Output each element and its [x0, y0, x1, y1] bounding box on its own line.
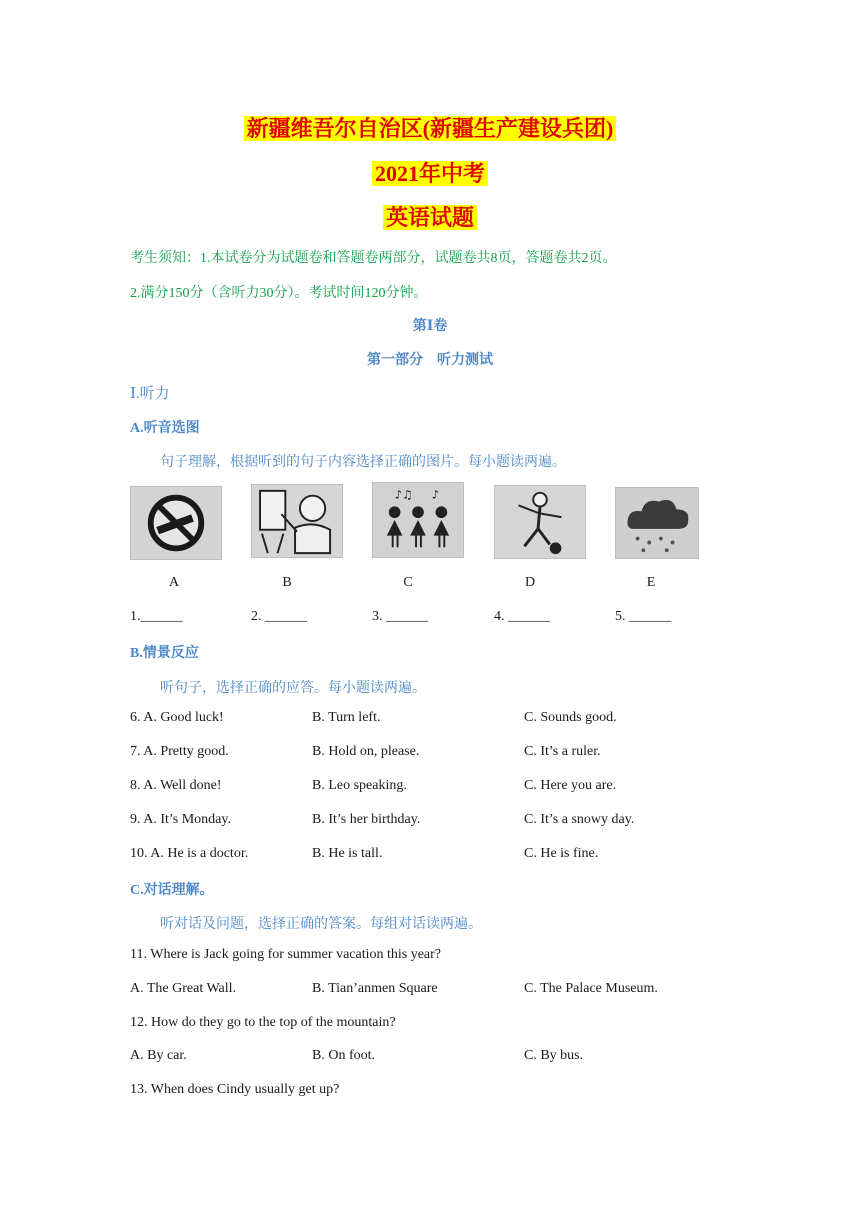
- question-stem: 12. How do they go to the top of the mountain?: [130, 1015, 396, 1030]
- option-a: A. By car.: [130, 1048, 187, 1063]
- option-b: B. He is tall.: [312, 846, 383, 861]
- no-smoking-icon: [130, 486, 222, 560]
- title-line-1: 新疆维吾尔自治区(新疆生产建设兵团): [0, 112, 860, 143]
- rain-cloud-icon: [615, 487, 699, 559]
- notice-line-1: 考生须知：1.本试卷分为试题卷和答题卷两部分，试题卷共8页，答题卷共2页。: [130, 251, 617, 266]
- option-c: C. He is fine.: [524, 846, 599, 861]
- question-stem: 13. When does Cindy usually get up?: [130, 1082, 340, 1097]
- question-stem: 11. Where is Jack going for summer vacation this year?: [130, 947, 442, 962]
- option-a: 10. A. He is a doctor.: [130, 846, 249, 861]
- section-b-instruction: 听句子，选择正确的应答。每小题读两遍。: [160, 681, 426, 696]
- option-c: C. The Palace Museum.: [524, 981, 658, 996]
- picture-letter: E: [646, 575, 656, 590]
- option-b: B. It’s her birthday.: [312, 812, 421, 827]
- answer-blank: 2. ______: [251, 609, 307, 624]
- option-c: C. It’s a snowy day.: [524, 812, 635, 827]
- answer-blank: 3. ______: [372, 609, 428, 624]
- title-line-2: 2021年中考: [0, 157, 860, 188]
- section-a-heading: A.听音选图: [130, 421, 200, 436]
- picture-letter: A: [168, 575, 180, 590]
- child-painting-icon: [251, 484, 343, 558]
- option-b: B. Tian’anmen Square: [312, 981, 438, 996]
- option-b: B. On foot.: [312, 1048, 375, 1063]
- notice-line-2: 2.满分150分（含听力30分）。考试时间120分钟。: [130, 286, 428, 301]
- boy-playing-football-icon: [494, 485, 586, 559]
- option-c: C. Sounds good.: [524, 710, 617, 725]
- option-a: 9. A. It’s Monday.: [130, 812, 231, 827]
- option-a: 6. A. Good luck!: [130, 710, 224, 725]
- section-b-heading: B.情景反应: [130, 646, 199, 661]
- answer-blank: 4. ______: [494, 609, 550, 624]
- option-b: B. Hold on, please.: [312, 744, 420, 759]
- section-c-heading: C.对话理解。: [130, 883, 214, 898]
- option-c: C. Here you are.: [524, 778, 617, 793]
- option-b: B. Leo speaking.: [312, 778, 407, 793]
- option-a: 8. A. Well done!: [130, 778, 222, 793]
- svg-text:♪: ♪: [431, 487, 440, 502]
- part-heading: 第一部分 听力测试: [367, 353, 493, 368]
- option-b: B. Turn left.: [312, 710, 381, 725]
- section-heading: Ⅰ.听力: [130, 386, 170, 402]
- picture-letter: B: [282, 575, 292, 590]
- volume-heading: 第Ⅰ卷: [412, 319, 448, 334]
- section-a-instruction: 句子理解，根据听到的句子内容选择正确的图片。每小题读两遍。: [160, 455, 566, 470]
- option-a: 7. A. Pretty good.: [130, 744, 229, 759]
- option-c: C. It’s a ruler.: [524, 744, 601, 759]
- svg-text:♪♫: ♪♫: [394, 487, 413, 502]
- picture-letter: C: [403, 575, 413, 590]
- picture-letter: D: [524, 575, 536, 590]
- answer-blank: 5. ______: [615, 609, 671, 624]
- answer-blank: 1.______: [130, 609, 183, 624]
- option-c: C. By bus.: [524, 1048, 584, 1063]
- children-singing-icon: [372, 482, 464, 558]
- section-c-instruction: 听对话及问题，选择正确的答案。每组对话读两遍。: [160, 917, 482, 932]
- title-line-3: 英语试题: [0, 201, 860, 232]
- option-a: A. The Great Wall.: [130, 981, 237, 996]
